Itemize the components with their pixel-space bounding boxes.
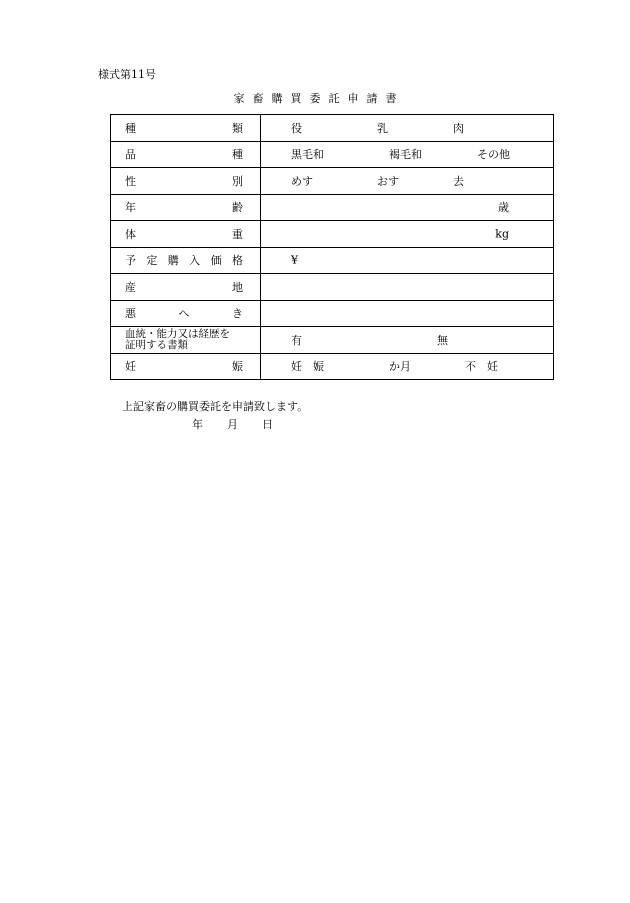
label-char: き: [232, 307, 243, 321]
row-weight: [111, 221, 554, 248]
label-char: 類: [232, 121, 243, 135]
option-dairy[interactable]: 乳: [377, 121, 388, 135]
value-weight[interactable]: [261, 221, 554, 248]
option-draft[interactable]: 役: [291, 121, 302, 135]
title-char: 請: [366, 92, 378, 105]
document-title: [0, 90, 630, 106]
row-breed: [111, 141, 554, 168]
label-char: 年: [125, 201, 136, 215]
option-not-pregnant[interactable]: 不 妊: [465, 360, 498, 374]
option-months[interactable]: か月: [389, 360, 411, 374]
label-char: 産: [125, 280, 136, 294]
option-japanese-brown[interactable]: 褐毛和: [389, 148, 422, 162]
pedigree-label-line1: 血統・能力又は経歴を: [125, 327, 230, 340]
label-vice: [111, 300, 261, 327]
label-char: 別: [232, 174, 243, 188]
row-vice: [111, 300, 554, 327]
yen-sign: ¥: [291, 253, 298, 267]
label-char: 定: [146, 254, 158, 268]
value-sex[interactable]: [261, 168, 554, 195]
title-char: 畜: [252, 92, 264, 105]
day-label: 日: [262, 418, 273, 431]
option-other[interactable]: その他: [477, 148, 510, 162]
label-pregnancy: [111, 353, 261, 380]
label-char: 格: [231, 254, 243, 268]
label-char: 妊: [125, 360, 136, 374]
title-char: 申: [347, 92, 359, 105]
label-char: 品: [125, 148, 136, 162]
row-type: [111, 115, 554, 142]
row-age: [111, 194, 554, 221]
row-pedigree: [111, 327, 554, 354]
option-female[interactable]: めす: [291, 174, 313, 188]
label-pedigree: [111, 327, 261, 354]
label-type: [111, 115, 261, 142]
label-char: 性: [125, 174, 136, 188]
option-japanese-black[interactable]: 黒毛和: [291, 148, 324, 162]
label-char: 価: [210, 254, 222, 268]
title-char: 書: [385, 92, 397, 105]
option-no[interactable]: 無: [437, 333, 448, 347]
value-type[interactable]: [261, 115, 554, 142]
application-table: [110, 114, 554, 380]
year-label: 年: [192, 418, 203, 431]
label-weight: [111, 221, 261, 248]
row-sex: [111, 168, 554, 195]
label-char: 種: [125, 121, 136, 135]
row-price: [111, 247, 554, 274]
label-char: 購: [167, 254, 179, 268]
label-char: へ: [178, 307, 190, 321]
label-char: 娠: [232, 360, 243, 374]
row-origin: [111, 274, 554, 301]
label-char: 入: [189, 254, 201, 268]
unit-age: 歳: [498, 201, 509, 215]
option-yes[interactable]: 有: [291, 333, 302, 347]
label-origin: [111, 274, 261, 301]
value-price[interactable]: [261, 247, 554, 274]
value-breed[interactable]: [261, 141, 554, 168]
value-vice[interactable]: [261, 300, 554, 327]
label-sex: [111, 168, 261, 195]
unit-weight: kg: [495, 227, 509, 241]
application-statement: 上記家畜の購買委託を申請致します。: [122, 400, 309, 413]
option-pregnant[interactable]: 妊 娠: [291, 360, 324, 374]
value-pedigree[interactable]: [261, 327, 554, 354]
option-beef[interactable]: 肉: [453, 121, 464, 135]
title-char: 買: [290, 92, 302, 105]
label-char: 体: [125, 227, 136, 241]
title-char: 託: [328, 92, 340, 105]
date-line: [192, 416, 273, 432]
label-breed: [111, 141, 261, 168]
row-pregnancy: [111, 353, 554, 380]
label-char: 予: [125, 254, 136, 268]
title-char: 購: [271, 92, 283, 105]
title-char: 委: [309, 92, 321, 105]
pedigree-label-line2: 証明する書類: [125, 338, 188, 351]
label-char: 地: [232, 280, 243, 294]
value-age[interactable]: [261, 194, 554, 221]
label-age: [111, 194, 261, 221]
month-label: 月: [227, 418, 238, 431]
label-char: 種: [232, 148, 243, 162]
title-char: 家: [233, 92, 245, 105]
label-char: 齢: [232, 201, 243, 215]
label-char: 悪: [125, 307, 136, 321]
option-castrated[interactable]: 去: [453, 174, 464, 188]
label-char: 重: [232, 227, 243, 241]
label-price: [111, 247, 261, 274]
value-origin[interactable]: [261, 274, 554, 301]
value-pregnancy[interactable]: [261, 353, 554, 380]
form-number: 様式第11号: [98, 68, 156, 81]
option-male[interactable]: おす: [377, 174, 399, 188]
